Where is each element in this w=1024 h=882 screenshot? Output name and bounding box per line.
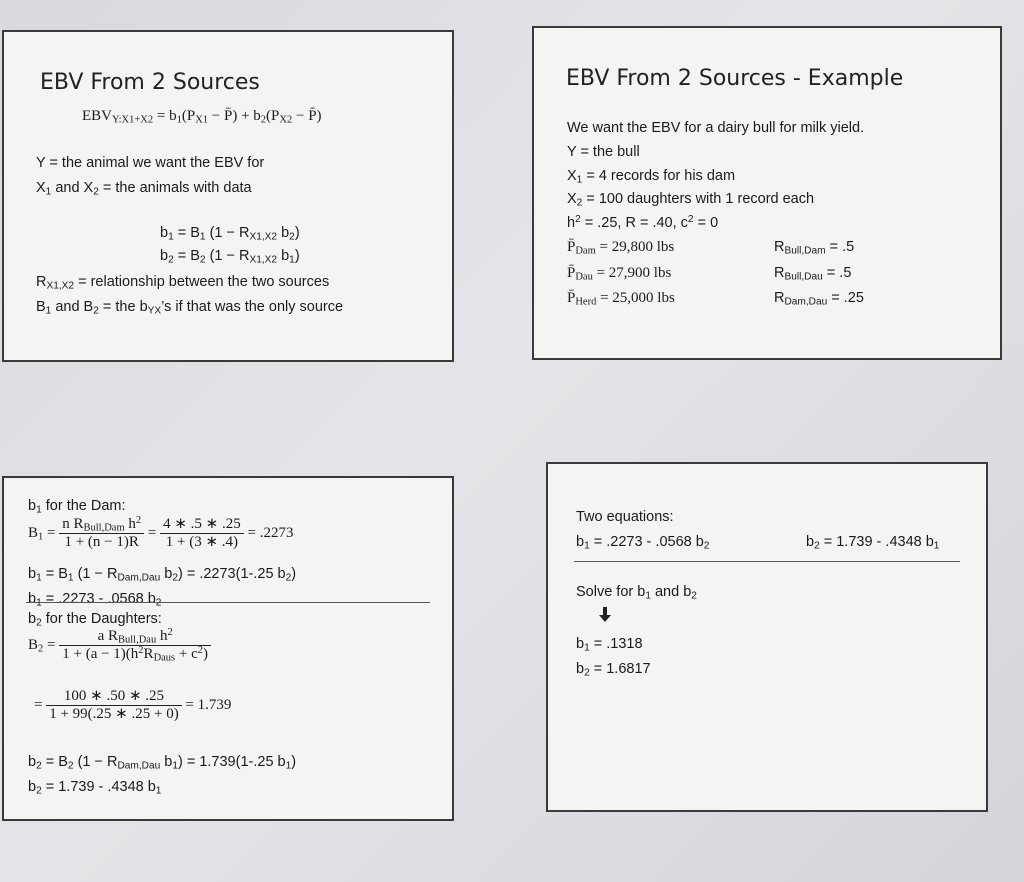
b1-final: $b_1 = .2273 - .0568$ $b_2$ <box>28 591 162 609</box>
solution-b1: $b_1 = .1318$ <box>576 636 643 654</box>
slide-ebv-example <box>532 26 1002 360</box>
slide-solve-equations <box>546 462 988 812</box>
divider <box>574 561 960 562</box>
B2-denominator: $1 + (a - 1)(h^2R_{Daus} + c^2)$ <box>62 644 209 664</box>
b1-heading: $b_1$ for the Dam: <box>28 498 126 516</box>
down-arrow-icon-svg <box>598 607 612 623</box>
B2-result: = 1.739 <box>185 696 232 713</box>
B2-equals: = <box>34 696 43 713</box>
B1-equals: = <box>147 524 157 541</box>
phenotype-herd: $P̄_{Herd} = 25,000$ lbs <box>567 290 675 308</box>
example-y: Y = the bull <box>567 144 640 160</box>
example-intro: We want the EBV for a dairy bull for milk yield. <box>567 120 865 136</box>
B1-numeric-fraction <box>160 516 244 551</box>
definition-y: Y = the animal we want the EBV for <box>36 155 265 171</box>
relationship-dam-daughters: $R_{Dam,Dau} = .25$ <box>774 290 864 308</box>
example-parameters: $h^2 = .25$, R = .40, $c^2 = 0$ <box>567 213 719 231</box>
B2-numerator: a $R_{Bull,Dau}$ $h^2$ <box>59 628 211 646</box>
equation-b2: $b_2 = B_2$ ($1 - R_{X1,X2}$ $b_1$) <box>160 248 300 266</box>
B2-denominator-values: 1 + 99(.25 ∗ .25 + 0) <box>49 706 179 722</box>
slide-b-calculations <box>2 476 454 821</box>
B1-denominator-values: 1 + (3 ∗ .4) <box>165 534 239 550</box>
slide-ebv-two-sources <box>2 30 454 362</box>
slide-title: EBV From 2 Sources - Example <box>566 66 904 91</box>
B1-fraction <box>59 516 144 551</box>
B2-numeric-fraction <box>46 688 181 723</box>
relationship-bull-dam: $R_{Bull,Dam} = .5$ <box>774 239 855 257</box>
equation-b1: $b_1 = B_1$ ($1 - R_{X1,X2}$ $b_2$) <box>160 225 300 243</box>
B1-lhs: $B_1$ = <box>28 524 56 543</box>
b2-final: $b_2 = 1.739 - .4348$ $b_1$ <box>28 779 162 797</box>
B2-fraction <box>59 628 211 663</box>
down-arrow-icon <box>598 607 612 628</box>
B2-numerator-values: 100 ∗ .50 ∗ .25 <box>46 688 181 706</box>
phenotype-daughters: $P̄_{Dau} = 27,900$ lbs <box>567 265 672 283</box>
definition-b: $B_1$ and $B_2$ = the $b_{YX}’s$ if that was the only source <box>36 299 344 317</box>
b2-equation: $b_2 = B_2$ ($1 - R_{Dam,Dau}$ $b_1) = 1.739(1-.25$ $b_1$) <box>28 754 297 772</box>
slide-title: EBV From 2 Sources <box>40 70 260 95</box>
example-x2: $X_2 = 100$ daughters with 1 record each <box>567 191 815 209</box>
ebv-formula: $EBV_{Y:X1+X2} = b_1(P_{X1}$ − P̄) + $b_2(P_{X2}$ − P̄) <box>82 108 322 126</box>
equation-2: $b_2 = 1.739 - .4348$ $b_1$ <box>806 534 940 552</box>
relationship-bull-daughters: $R_{Bull,Dau} = .5$ <box>774 265 852 283</box>
equation-1: $b_1 = .2273 - .0568$ $b_2$ <box>576 534 710 552</box>
solution-b2: $b_2 = 1.6817$ <box>576 661 651 679</box>
solve-instruction: Solve for $b_1$ and $b_2$ <box>576 584 697 602</box>
definition-r: $R_{X1,X2}$ = relationship between the two sources <box>36 274 330 292</box>
B1-result: = .2273 <box>247 524 294 541</box>
equations-heading: Two equations: <box>576 509 674 525</box>
divider <box>26 602 430 603</box>
B1-denominator: 1 + (n − 1)R <box>64 534 139 550</box>
b1-equation: $b_1 = B_1$ ($1 - R_{Dam,Dau}$ $b_2) = .2273(1-.25$ $b_2$) <box>28 566 297 584</box>
example-x1: $X_1 = 4$ records for his dam <box>567 168 736 186</box>
B1-numerator-values: 4 ∗ .5 ∗ .25 <box>160 516 244 534</box>
B1-formula <box>28 516 293 551</box>
B1-numerator: n $R_{Bull,Dam}$ $h^2$ <box>59 516 144 534</box>
b2-heading: $b_2$ for the Daughters: <box>28 611 162 629</box>
B2-numeric-formula <box>34 688 231 723</box>
phenotype-dam: $P̄_{Dam} = 29,800$ lbs <box>567 239 675 257</box>
B2-lhs: $B_2$ = <box>28 636 56 655</box>
definition-x: $X_1$ and $X_2$ = the animals with data <box>36 180 252 198</box>
B2-formula <box>28 628 211 663</box>
